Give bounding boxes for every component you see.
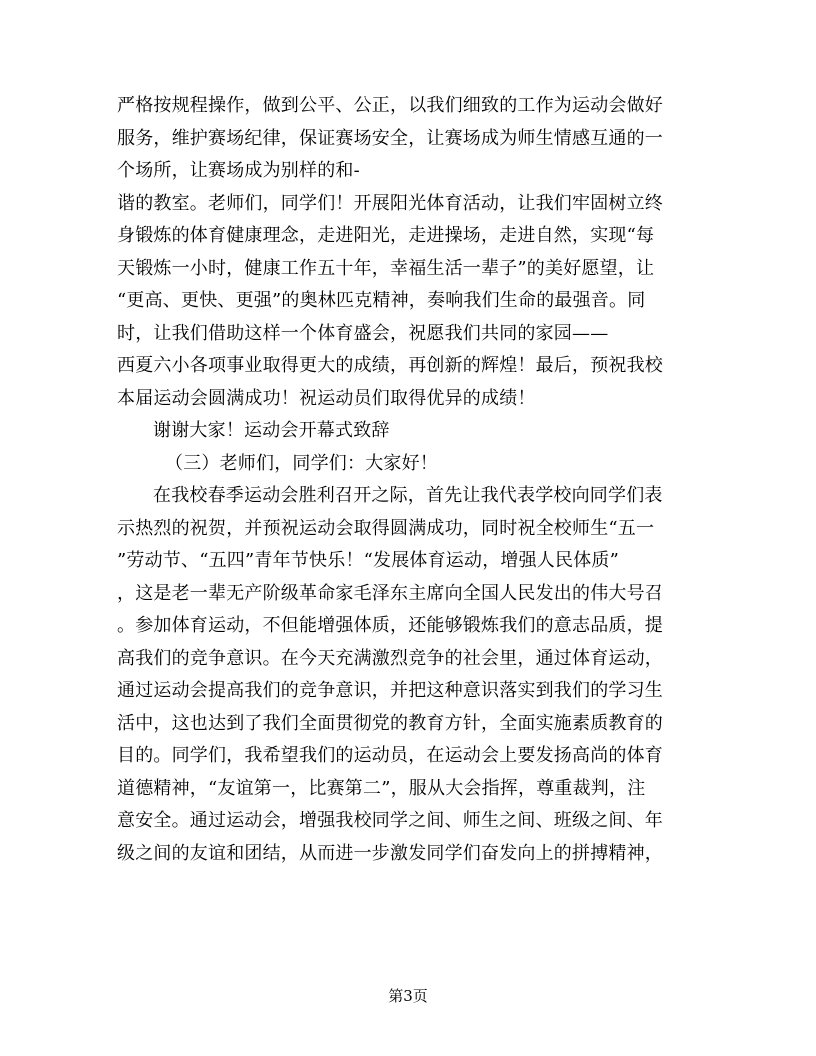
text-line: 示热烈的祝贺，并预祝运动会取得圆满成功，同时祝全校师生“五一 (117, 517, 655, 539)
text-line: 高我们的竞争意识。在今天充满激烈竞争的社会里，通过体育运动， (117, 647, 663, 669)
text-line: 严格按规程操作，做到公平、公正，以我们细致的工作为运动会做好 (117, 95, 663, 116)
document-body (117, 90, 697, 870)
text-line: ，这是老一辈无产阶级革命家毛泽东主席向全国人民发出的伟大号召 (117, 582, 663, 604)
text-line: 时，让我们借助这样一个体育盛会，祝愿我们共同的家园—— (117, 322, 609, 344)
text-line: “更高、更快、更强”的奥林匹克精神，奏响我们生命的最强音。同 (117, 290, 646, 311)
text-line: 通过运动会提高我们的竞争意识，并把这种意识落实到我们的学习生 (117, 680, 663, 701)
text-line: 天锻炼一小时，健康工作五十年，幸福生活一辈子”的美好愿望，让 (117, 257, 655, 279)
text-line: 西夏六小各项事业取得更大的成绩，再创新的辉煌！最后，预祝我校 (117, 355, 663, 376)
page-number: 第3页 (388, 987, 428, 1005)
text-line-indented: 谢谢大家！运动会开幕式致辞 (153, 420, 390, 441)
text-line: 个场所，让赛场成为别样的和- (117, 160, 360, 181)
text-line: 身锻炼的体育健康理念，走进阳光，走进操场，走进自然，实现“每 (117, 225, 655, 246)
text-line: 目的。同学们，我希望我们的运动员，在运动会上要发扬高尚的体育 (117, 745, 663, 766)
paragraph-start-line: 在我校春季运动会胜利召开之际，首先让我代表学校向同学们表 (153, 485, 663, 506)
text-line: ”劳动节、“五四”青年节快乐！“发展体育运动，增强人民体质” (117, 550, 620, 571)
text-line: 级之间的友谊和团结，从而进一步激发同学们奋发向上的拼搏精神， (117, 842, 663, 864)
text-line: 活中，这也达到了我们全面贯彻党的教育方针，全面实施素质教育的 (117, 712, 663, 734)
text-line: 道德精神，“友谊第一，比赛第二”，服从大会指挥，尊重裁判，注 (117, 777, 646, 799)
text-line: 服务，维护赛场纪律，保证赛场安全，让赛场成为师生情感互通的一 (117, 127, 663, 149)
text-line: 。参加体育运动，不但能增强体质，还能够锻炼我们的意志品质，提 (117, 615, 663, 636)
section-heading: （三）老师们，同学们：大家好！ (165, 452, 438, 474)
text-line: 本届运动会圆满成功！祝运动员们取得优异的成绩！ (117, 387, 536, 409)
text-line: 谐的教室。老师们，同学们！开展阳光体育活动，让我们牢固树立终 (117, 192, 663, 214)
page-footer (0, 986, 816, 1006)
text-line: 意安全。通过运动会，增强我校同学之间、师生之间、班级之间、年 (117, 810, 663, 831)
